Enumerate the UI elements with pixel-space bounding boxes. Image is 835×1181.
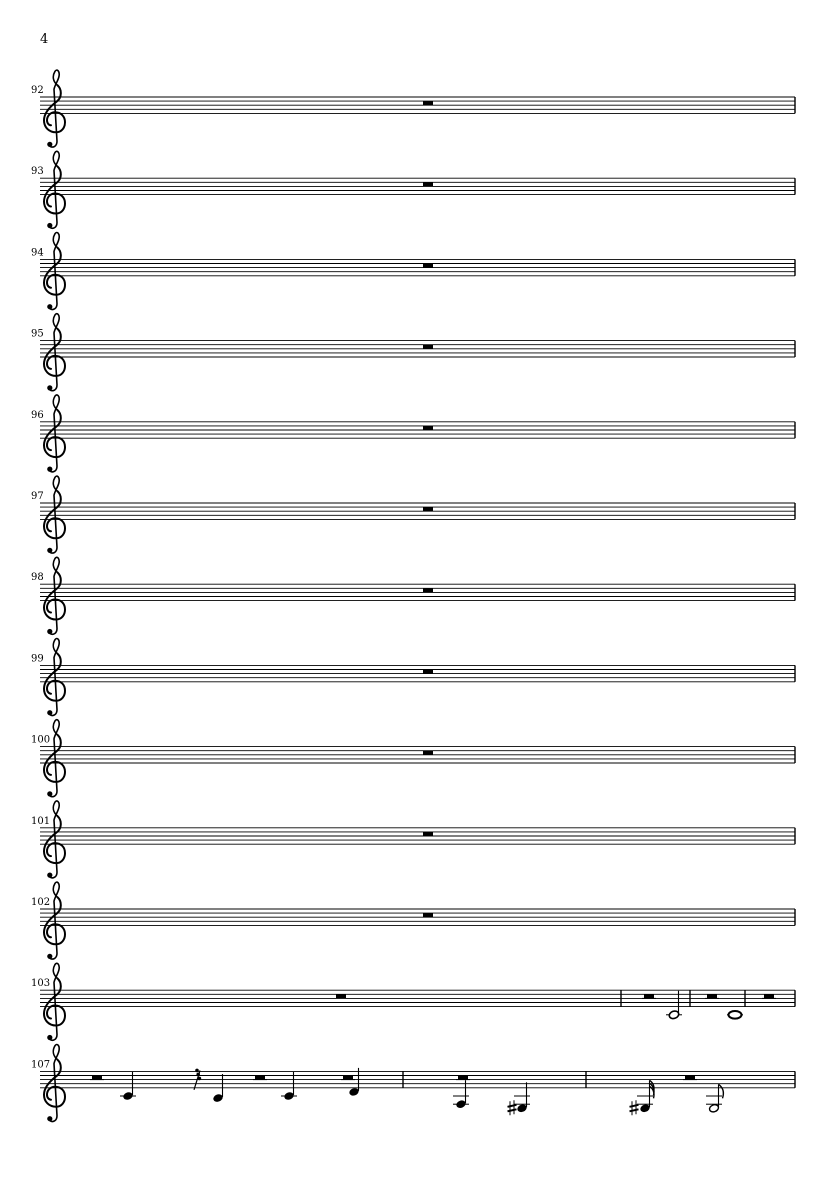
sharp-stroke [508,1109,517,1111]
treble-clef-icon [44,233,65,310]
staff-system [31,882,795,959]
staff-system [31,233,795,310]
rest-flag [196,1073,200,1077]
whole-rest [423,264,433,268]
whole-note [729,1011,742,1019]
measure-number: 101 [31,815,51,827]
treble-clef-icon [44,557,65,634]
whole-rest [423,426,433,430]
half-rest [705,994,719,998]
treble-clef-icon [44,1045,65,1122]
staff-system [31,70,795,147]
measure-number: 94 [31,247,44,259]
whole-rest [423,588,433,592]
staff-system [31,1045,795,1122]
staff-system [31,963,795,1040]
treble-clef-icon [44,963,65,1040]
whole-rest [423,832,433,836]
treble-clef-icon [44,151,65,228]
treble-clef-icon [44,801,65,878]
half-rest [642,994,656,998]
treble-clef-icon [44,639,65,716]
sharp-stroke [508,1105,517,1107]
half-rest [762,994,776,998]
staff-system [31,720,795,797]
measure-number: 93 [31,166,44,178]
half-rest [341,1076,355,1080]
measure-number: 98 [31,572,44,584]
sharp-accidental [508,1100,517,1115]
measure-number: 95 [31,328,44,340]
treble-clef-icon [44,720,65,797]
measure-number: 99 [31,653,44,665]
treble-clef-icon [44,476,65,553]
whole-rest [423,507,433,511]
whole-rest [423,101,433,105]
sharp-stroke [630,1109,639,1111]
measure-number: 100 [31,734,51,746]
measure-number: 103 [31,978,51,990]
whole-rest [423,751,433,755]
half-rest [90,1076,104,1080]
measure-number: 107 [31,1059,51,1071]
treble-clef-icon [44,882,65,959]
notehead [709,1104,720,1114]
staff-system [31,476,795,553]
whole-rest [423,670,433,674]
staff-system [31,639,795,716]
sharp-accidental [630,1100,639,1115]
whole-rest [423,345,433,349]
treble-clef-icon [44,70,65,147]
rest-flag [198,1077,202,1081]
measure-number: 96 [31,409,44,421]
measure-number: 102 [31,897,51,908]
whole-rest [336,994,346,998]
measure-number: 92 [31,85,44,96]
measure-number: 97 [31,491,44,502]
whole-rest [423,913,433,917]
staff-system [31,801,795,878]
treble-clef-icon [44,395,65,472]
half-rest [456,1076,470,1080]
rest-flag [195,1069,199,1073]
staff-system [31,151,795,228]
sharp-stroke [630,1105,639,1107]
half-rest [683,1076,697,1080]
treble-clef-icon [44,314,65,391]
staff-system [31,395,795,472]
half-rest [253,1076,267,1080]
staff-system [31,557,795,634]
whole-rest [423,182,433,186]
staff-system [31,314,795,391]
page-number: 4 [40,32,49,47]
